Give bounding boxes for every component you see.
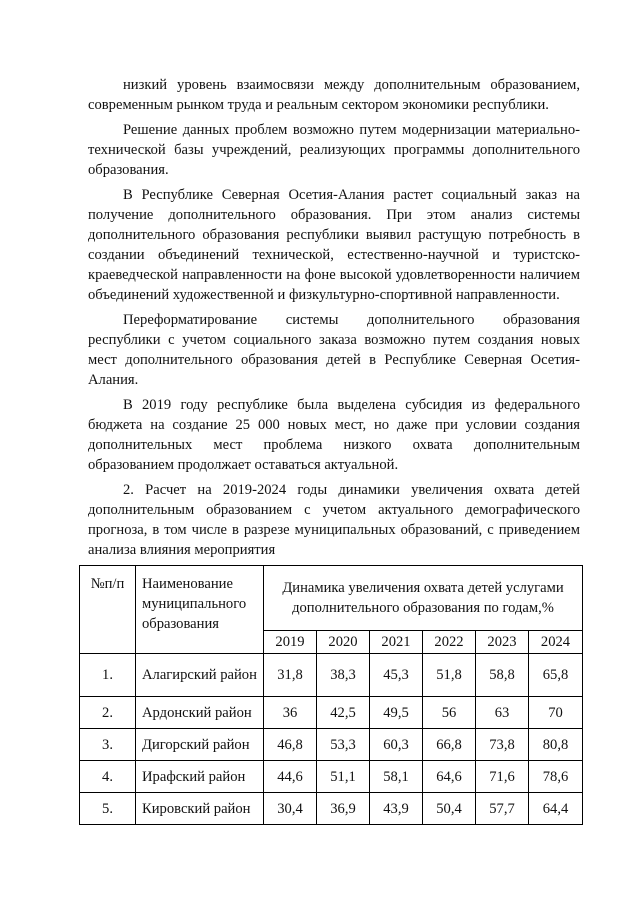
paragraph: Решение данных проблем возможно путем модернизации материально-технической базы учреждений, реализующих программы дополнительного образования. [88,122,580,178]
value-cell: 56 [423,697,476,729]
table-row [80,654,583,697]
body-text [88,75,580,560]
table-row [80,697,583,729]
row-number: 2. [80,697,136,729]
value-cell: 50,4 [423,793,476,825]
paragraph: 2. Расчет на 2019-2024 годы динамики увеличения охвата детей дополнительным образованием с учетом актуального демографического прогноза, в том числе в разрезе муниципальных образований, с приведением анализа влияния мероприятия [88,482,580,558]
municipality-name: Кировский район [136,793,264,825]
value-cell: 60,3 [370,729,423,761]
paragraph: низкий уровень взаимосвязи между дополнительным образованием, современным рынком труда и реальным сектором экономики республики. [88,77,580,113]
header-municipality: Наименование муниципального образования [136,566,264,654]
value-cell: 31,8 [264,654,317,697]
value-cell: 45,3 [370,654,423,697]
coverage-table [79,565,583,825]
value-cell: 57,7 [476,793,529,825]
value-cell: 42,5 [317,697,370,729]
value-cell: 53,3 [317,729,370,761]
municipality-name: Ардонский район [136,697,264,729]
value-cell: 46,8 [264,729,317,761]
table-header-row [80,566,583,631]
paragraph: Переформатирование системы дополнительного образования республики с учетом социального заказа возможно путем создания новых мест дополнительного образования детей в Республике Северная Осетия-Алания. [88,312,580,388]
row-number: 3. [80,729,136,761]
table-row [80,793,583,825]
year-header: 2024 [529,631,583,654]
row-number: 5. [80,793,136,825]
paragraph: В 2019 году республике была выделена субсидия из федерального бюджета на создание 25 000 новых мест, но даже при условии создания дополнительных мест проблема низкого охвата дополнительным образованием продолжает оставаться актуальной. [88,397,580,473]
header-dynamics: Динамика увеличения охвата детей услугами дополнительного образования по годам,% [264,566,583,631]
value-cell: 38,3 [317,654,370,697]
table-row [80,729,583,761]
value-cell: 36,9 [317,793,370,825]
value-cell: 51,8 [423,654,476,697]
value-cell: 70 [529,697,583,729]
value-cell: 78,6 [529,761,583,793]
municipality-name: Ирафский район [136,761,264,793]
year-header: 2021 [370,631,423,654]
value-cell: 44,6 [264,761,317,793]
row-number: 4. [80,761,136,793]
value-cell: 30,4 [264,793,317,825]
value-cell: 36 [264,697,317,729]
row-number: 1. [80,654,136,697]
value-cell: 58,8 [476,654,529,697]
table-row [80,761,583,793]
municipality-name: Дигорский район [136,729,264,761]
value-cell: 73,8 [476,729,529,761]
value-cell: 64,6 [423,761,476,793]
value-cell: 43,9 [370,793,423,825]
header-number: №п/п [80,566,136,654]
value-cell: 58,1 [370,761,423,793]
value-cell: 65,8 [529,654,583,697]
municipality-name: Алагирский район [136,654,264,697]
year-header: 2022 [423,631,476,654]
value-cell: 63 [476,697,529,729]
value-cell: 66,8 [423,729,476,761]
value-cell: 80,8 [529,729,583,761]
value-cell: 51,1 [317,761,370,793]
paragraph: В Республике Северная Осетия-Алания растет социальный заказ на получение дополнительного образования. При этом анализ системы дополнительного образования республики выявил растущую потребность в создании объединений технической, естественно-научной и туристско-краеведческой направленности на фоне высокой удовлетворенности наличием объединений художественной и физкультурно-спортивной направленности. [88,187,580,303]
value-cell: 71,6 [476,761,529,793]
year-header: 2020 [317,631,370,654]
year-header: 2023 [476,631,529,654]
value-cell: 64,4 [529,793,583,825]
year-header: 2019 [264,631,317,654]
value-cell: 49,5 [370,697,423,729]
